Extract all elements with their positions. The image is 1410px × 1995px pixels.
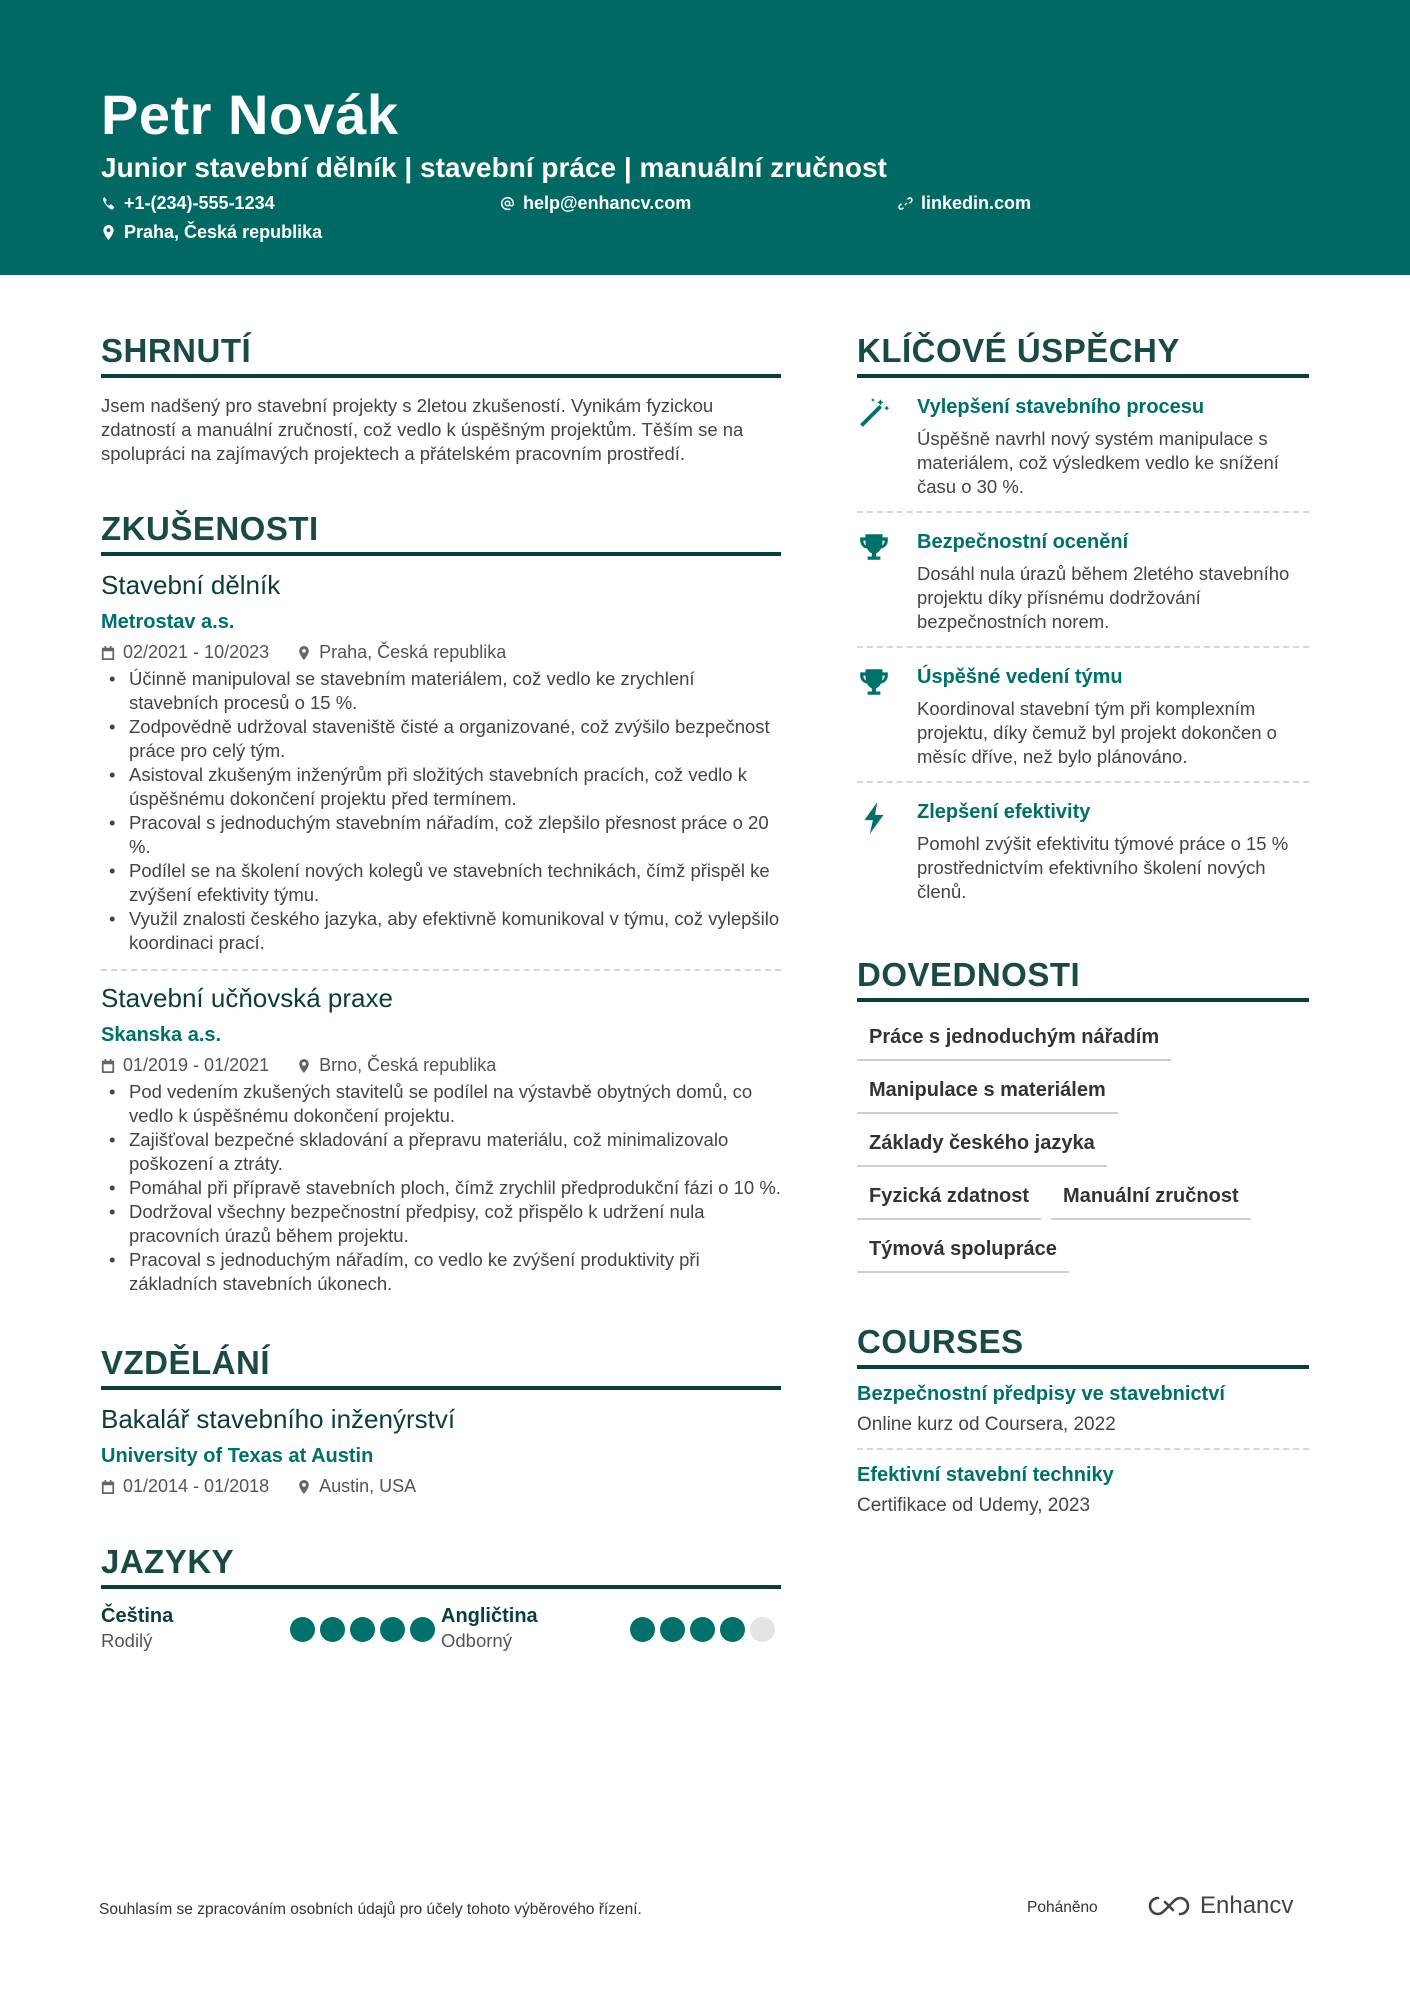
achievement-title: Zlepšení efektivity [917, 801, 1091, 823]
summary-text: Jsem nadšený pro stavební projekty s 2letou zkušeností. Vynikám fyzickou zdatností a manuální zručností, což vedlo k úspěšným projektům. Těším se na spolupráci na zajímavých projektech a přátelském pracovním prostředí. [101, 395, 744, 464]
achievement-item [857, 396, 1309, 499]
language-item [101, 1605, 441, 1652]
achievement-title: Vylepšení stavebního procesu [917, 396, 1205, 418]
education-entry [101, 1404, 781, 1497]
phone-icon [101, 196, 116, 211]
rating-dot-filled [290, 1617, 315, 1642]
job-location: Praha, Česká republika [319, 642, 507, 662]
enhancv-logo-icon [1146, 1894, 1192, 1918]
language-name: Čeština [101, 1605, 174, 1627]
summary-title: SHRNUTÍ [101, 332, 781, 378]
location-pin-icon [101, 225, 116, 240]
bullet-item: • Asistoval zkušeným inženýrům při složitých stavebních pracích, což vedlo k úspěšnému dokončení projektu před termínem. [101, 763, 781, 811]
candidate-headline: Junior stavební dělník | stavební práce | manuální zručnost [101, 152, 887, 183]
education-meta [101, 1476, 781, 1497]
course-desc: Online kurz od Coursera, 2022 [857, 1414, 1116, 1435]
bullet-item: • Dodržoval všechny bezpečnostní předpisy, což přispělo k udržení nula pracovních úrazů během projektu. [101, 1200, 781, 1248]
languages-title: JAZYKY [101, 1543, 781, 1589]
skill-tag: Práce s jednoduchým nářadím [857, 1014, 1171, 1061]
language-name: Angličtina [441, 1605, 538, 1627]
experience-entry [101, 570, 781, 955]
contact-linkedin[interactable] [898, 193, 1031, 214]
calendar-icon [101, 1059, 115, 1073]
achievement-title: Úspěšné vedení týmu [917, 666, 1123, 688]
job-dates: 02/2021 - 10/2023 [123, 642, 270, 662]
location-pin-icon [297, 1059, 311, 1073]
language-rating [630, 1617, 775, 1652]
education-title: VZDĚLÁNÍ [101, 1344, 781, 1390]
at-icon [500, 196, 515, 211]
enhancv-logo[interactable] [1146, 1892, 1293, 1920]
resume-header [0, 0, 1410, 275]
left-column [101, 332, 781, 1652]
achievement-desc: Úspěšně navrhl nový systém manipulace s materiálem, což výsledkem vedlo ke snížení času o 30 %. [917, 428, 1279, 497]
languages-list [101, 1605, 781, 1652]
candidate-name: Petr Novák [101, 83, 399, 146]
rating-dot-filled [410, 1617, 435, 1642]
skill-tag: Základy českého jazyka [857, 1120, 1107, 1167]
bullet-item: • Využil znalosti českého jazyka, aby efektivně komunikoval v týmu, což vylepšilo koordinaci prací. [101, 907, 781, 955]
contact-email[interactable] [500, 193, 691, 214]
magic-wand-icon [857, 396, 891, 430]
divider [857, 781, 1309, 783]
job-company: Metrostav a.s. [101, 611, 235, 633]
rating-dot-filled [350, 1617, 375, 1642]
job-role: Stavební učňovská praxe [101, 983, 393, 1013]
job-bullets [101, 667, 781, 955]
achievement-desc: Koordinoval stavební tým při komplexním projektu, díky čemuž byl projekt dokončen o měsíc dříve, než bylo plánováno. [917, 698, 1277, 767]
experience-entry [101, 983, 781, 1296]
bullet-item: • Pracoval s jednoduchým nářadím, co vedlo ke zvýšení produktivity při základních stavebních úkonech. [101, 1248, 781, 1296]
divider [101, 969, 781, 971]
job-location: Brno, Česká republika [319, 1055, 497, 1075]
job-meta [101, 1055, 781, 1076]
courses-title: COURSES [857, 1323, 1309, 1369]
bullet-item: • Pomáhal při přípravě stavebních ploch, čímž zrychlil předprodukční fázi o 10 %. [101, 1176, 781, 1200]
divider [857, 1448, 1309, 1450]
achievements-title: KLÍČOVÉ ÚSPĚCHY [857, 332, 1309, 378]
experience-title: ZKUŠENOSTI [101, 510, 781, 556]
job-role: Stavební dělník [101, 570, 281, 600]
rating-dot-filled [380, 1617, 405, 1642]
bullet-item: • Účinně manipuloval se stavebním materiálem, což vedlo ke zrychlení stavebních procesů o 15 %. [101, 667, 781, 715]
job-company: Skanska a.s. [101, 1024, 222, 1046]
achievement-item [857, 801, 1309, 904]
rating-dot-filled [660, 1617, 685, 1642]
calendar-icon [101, 1480, 115, 1494]
contact-location [101, 222, 322, 243]
powered-by-label: Poháněno [1027, 1899, 1098, 1916]
location-text: Praha, Česká republika [124, 222, 323, 242]
skill-tag: Týmová spolupráce [857, 1226, 1069, 1273]
achievement-desc: Pomohl zvýšit efektivitu týmové práce o 15 % prostřednictvím efektivního školení nových členů. [917, 833, 1289, 902]
phone-text: +1-(234)-555-1234 [124, 193, 275, 213]
skills-list [857, 1014, 1309, 1279]
course-item [857, 1383, 1309, 1436]
achievement-item [857, 666, 1309, 769]
degree: Bakalář stavebního inženýrství [101, 1404, 456, 1434]
divider [857, 511, 1309, 513]
achievement-title: Bezpečnostní ocenění [917, 531, 1129, 553]
lightning-icon [857, 801, 891, 835]
language-rating [290, 1617, 435, 1652]
bullet-item: • Zajišťoval bezpečné skladování a přepravu materiálu, což minimalizovalo poškození a ztráty. [101, 1128, 781, 1176]
consent-text: Souhlasím se zpracováním osobních údajů pro účely tohoto výběrového řízení. [99, 1901, 642, 1918]
bullet-item: • Pod vedením zkušených stavitelů se podílel na výstavbě obytných domů, co vedlo k úspěšnému dokončení projektu. [101, 1080, 781, 1128]
location-pin-icon [297, 646, 311, 660]
rating-dot-filled [320, 1617, 345, 1642]
achievement-desc: Dosáhl nula úrazů během 2letého stavebního projektu díky přísnému dodržování bezpečnostních norem. [917, 563, 1290, 632]
enhancv-logo-text: Enhancv [1200, 1892, 1294, 1919]
achievement-item [857, 531, 1309, 634]
course-title: Bezpečnostní předpisy ve stavebnictví [857, 1383, 1225, 1405]
link-icon [898, 196, 913, 211]
skills-title: DOVEDNOSTI [857, 956, 1309, 1002]
right-column [857, 332, 1309, 1517]
contact-phone[interactable] [101, 193, 275, 214]
bullet-item: • Podílel se na školení nových kolegů ve stavebních technikách, čímž přispěl ke zvýšení efektivity týmu. [101, 859, 781, 907]
job-dates: 01/2019 - 01/2021 [123, 1055, 270, 1075]
trophy-icon [857, 531, 891, 565]
language-level: Rodilý [101, 1630, 153, 1651]
calendar-icon [101, 646, 115, 660]
linkedin-text: linkedin.com [921, 193, 1032, 213]
email-text: help@enhancv.com [523, 193, 692, 213]
course-desc: Certifikace od Udemy, 2023 [857, 1495, 1091, 1516]
skill-tag: Manipulace s materiálem [857, 1067, 1118, 1114]
rating-dot-filled [720, 1617, 745, 1642]
job-meta [101, 642, 781, 663]
education-dates: 01/2014 - 01/2018 [123, 1476, 270, 1496]
course-item [857, 1464, 1309, 1517]
rating-dot-filled [690, 1617, 715, 1642]
location-pin-icon [297, 1480, 311, 1494]
trophy-icon [857, 666, 891, 700]
divider [857, 646, 1309, 648]
bullet-item: • Zodpovědně udržoval staveniště čisté a organizované, což zvýšilo bezpečnost práce pro celý tým. [101, 715, 781, 763]
course-title: Efektivní stavební techniky [857, 1464, 1114, 1486]
language-level: Odborný [441, 1630, 512, 1651]
skill-tag: Fyzická zdatnost [857, 1173, 1041, 1220]
bullet-item: • Pracoval s jednoduchým stavebním nářadím, což zlepšilo přesnost práce o 20 %. [101, 811, 781, 859]
language-item [441, 1605, 781, 1652]
school: University of Texas at Austin [101, 1445, 374, 1467]
job-bullets [101, 1080, 781, 1296]
skill-tag: Manuální zručnost [1051, 1173, 1251, 1220]
education-location: Austin, USA [319, 1476, 417, 1496]
rating-dot-filled [630, 1617, 655, 1642]
rating-dot-empty [750, 1617, 775, 1642]
